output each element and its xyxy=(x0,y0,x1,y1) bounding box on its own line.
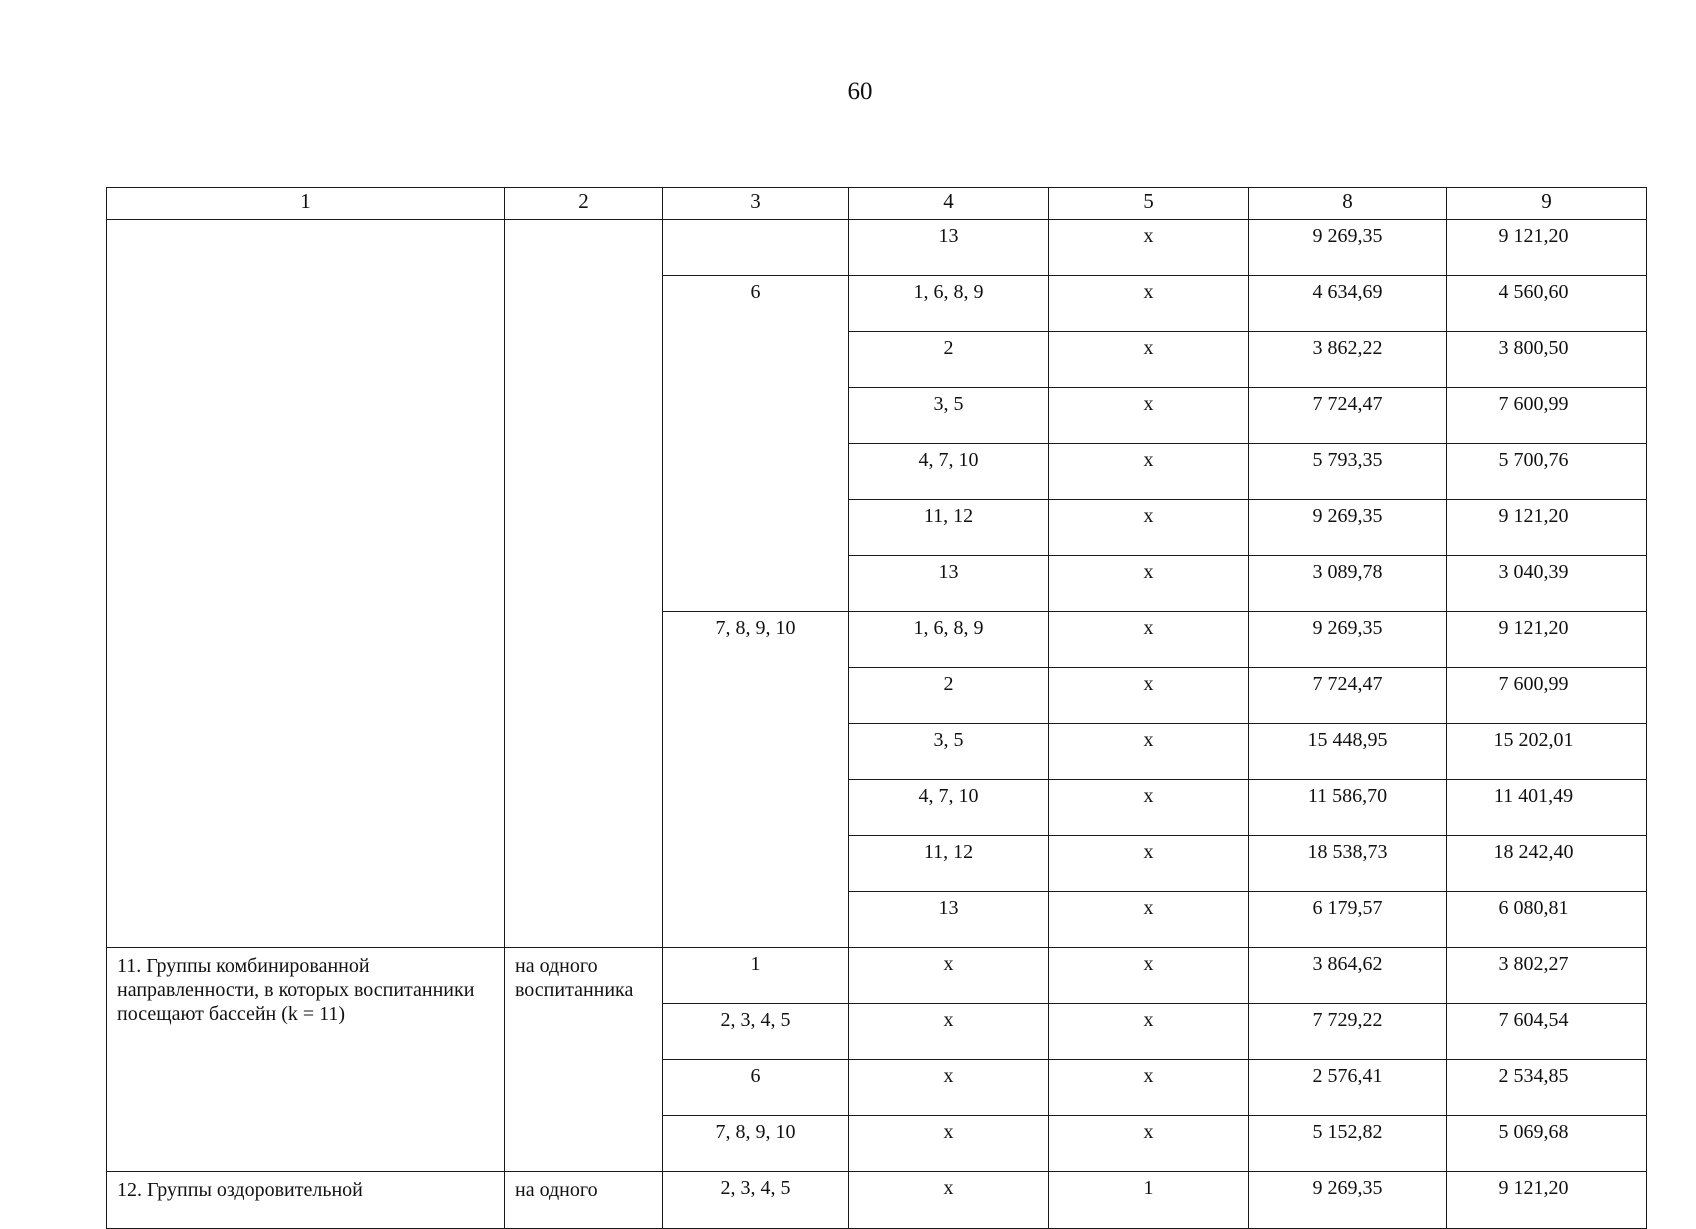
cell-col8: 9 269,35 xyxy=(1249,612,1447,668)
cell-col3: 6 xyxy=(663,276,849,612)
cell-col5: x xyxy=(1049,444,1249,500)
cell-col8: 2 576,41 xyxy=(1249,1060,1447,1116)
table-row xyxy=(107,220,1647,276)
cell-col9: 18 242,40 xyxy=(1447,836,1647,892)
cell-col4: 13 xyxy=(849,892,1049,948)
cell-col8: 7 724,47 xyxy=(1249,388,1447,444)
cell-col4: 2 xyxy=(849,332,1049,388)
cell-col4: x xyxy=(849,1172,1049,1229)
cell-col3 xyxy=(663,220,849,276)
cell-col5: x xyxy=(1049,1004,1249,1060)
unit-cell: на одного воспитанника xyxy=(505,948,663,1172)
cell-col4: 4, 7, 10 xyxy=(849,780,1049,836)
cell-col4: x xyxy=(849,1116,1049,1172)
group-name-cell: 11. Группы комбинированной направленности, в которых воспитанники посещают бассейн (k = 11) xyxy=(107,948,505,1172)
cell-col4: 4, 7, 10 xyxy=(849,444,1049,500)
col-header: 1 xyxy=(107,188,505,220)
cell-col8: 9 269,35 xyxy=(1249,1172,1447,1229)
cell-col4: 1, 6, 8, 9 xyxy=(849,612,1049,668)
cell-col8: 7 729,22 xyxy=(1249,1004,1447,1060)
cell-col5: x xyxy=(1049,836,1249,892)
cell-col8: 3 089,78 xyxy=(1249,556,1447,612)
col-header: 2 xyxy=(505,188,663,220)
col-header: 8 xyxy=(1249,188,1447,220)
cell-col5: x xyxy=(1049,556,1249,612)
cell-col9: 3 800,50 xyxy=(1447,332,1647,388)
cell-col9: 9 121,20 xyxy=(1447,500,1647,556)
group-name-cell xyxy=(107,220,505,948)
cell-col4: x xyxy=(849,1004,1049,1060)
cell-col5: x xyxy=(1049,332,1249,388)
cell-col4: 13 xyxy=(849,556,1049,612)
cell-col5: x xyxy=(1049,780,1249,836)
cell-col8: 6 179,57 xyxy=(1249,892,1447,948)
cell-col8: 9 269,35 xyxy=(1249,220,1447,276)
cell-col8: 9 269,35 xyxy=(1249,500,1447,556)
cell-col9: 2 534,85 xyxy=(1447,1060,1647,1116)
cell-col4: 1, 6, 8, 9 xyxy=(849,276,1049,332)
cell-col3: 1 xyxy=(663,948,849,1004)
cell-col5: x xyxy=(1049,1116,1249,1172)
cell-col9: 5 069,68 xyxy=(1447,1116,1647,1172)
cell-col3: 6 xyxy=(663,1060,849,1116)
cell-col9: 4 560,60 xyxy=(1447,276,1647,332)
cell-col9: 7 604,54 xyxy=(1447,1004,1647,1060)
tariff-table xyxy=(106,187,1647,1229)
cell-col8: 5 793,35 xyxy=(1249,444,1447,500)
cell-col8: 15 448,95 xyxy=(1249,724,1447,780)
cell-col5: x xyxy=(1049,668,1249,724)
cell-col9: 3 802,27 xyxy=(1447,948,1647,1004)
cell-col8: 18 538,73 xyxy=(1249,836,1447,892)
cell-col9: 9 121,20 xyxy=(1447,612,1647,668)
cell-col9: 9 121,20 xyxy=(1447,1172,1647,1229)
cell-col5: x xyxy=(1049,220,1249,276)
cell-col9: 7 600,99 xyxy=(1447,668,1647,724)
cell-col4: 3, 5 xyxy=(849,388,1049,444)
cell-col3: 7, 8, 9, 10 xyxy=(663,612,849,948)
cell-col9: 9 121,20 xyxy=(1447,220,1647,276)
cell-col9: 5 700,76 xyxy=(1447,444,1647,500)
col-header: 4 xyxy=(849,188,1049,220)
cell-col5: x xyxy=(1049,612,1249,668)
cell-col5: x xyxy=(1049,948,1249,1004)
cell-col9: 7 600,99 xyxy=(1447,388,1647,444)
unit-cell: на одного xyxy=(505,1172,663,1229)
header-row xyxy=(107,188,1647,220)
cell-col5: x xyxy=(1049,276,1249,332)
cell-col4: x xyxy=(849,1060,1049,1116)
cell-col4: 3, 5 xyxy=(849,724,1049,780)
cell-col8: 7 724,47 xyxy=(1249,668,1447,724)
cell-col4: 2 xyxy=(849,668,1049,724)
cell-col3: 2, 3, 4, 5 xyxy=(663,1004,849,1060)
cell-col4: x xyxy=(849,948,1049,1004)
page-number: 60 xyxy=(847,78,873,105)
cell-col5: x xyxy=(1049,388,1249,444)
table-row xyxy=(107,1172,1647,1229)
cell-col9: 15 202,01 xyxy=(1447,724,1647,780)
group-name-cell: 12. Группы оздоровительной xyxy=(107,1172,505,1229)
unit-cell xyxy=(505,220,663,948)
cell-col5: x xyxy=(1049,724,1249,780)
col-header: 5 xyxy=(1049,188,1249,220)
cell-col9: 3 040,39 xyxy=(1447,556,1647,612)
cell-col4: 13 xyxy=(849,220,1049,276)
cell-col3: 7, 8, 9, 10 xyxy=(663,1116,849,1172)
cell-col5: x xyxy=(1049,892,1249,948)
cell-col8: 11 586,70 xyxy=(1249,780,1447,836)
cell-col8: 4 634,69 xyxy=(1249,276,1447,332)
cell-col5: x xyxy=(1049,500,1249,556)
cell-col5: 1 xyxy=(1049,1172,1249,1229)
table-row xyxy=(107,948,1647,1004)
cell-col8: 3 862,22 xyxy=(1249,332,1447,388)
cell-col9: 6 080,81 xyxy=(1447,892,1647,948)
cell-col3: 2, 3, 4, 5 xyxy=(663,1172,849,1229)
col-header: 3 xyxy=(663,188,849,220)
col-header: 9 xyxy=(1447,188,1647,220)
cell-col5: x xyxy=(1049,1060,1249,1116)
cell-col9: 11 401,49 xyxy=(1447,780,1647,836)
cell-col8: 3 864,62 xyxy=(1249,948,1447,1004)
cell-col4: 11, 12 xyxy=(849,500,1049,556)
cell-col4: 11, 12 xyxy=(849,836,1049,892)
cell-col8: 5 152,82 xyxy=(1249,1116,1447,1172)
